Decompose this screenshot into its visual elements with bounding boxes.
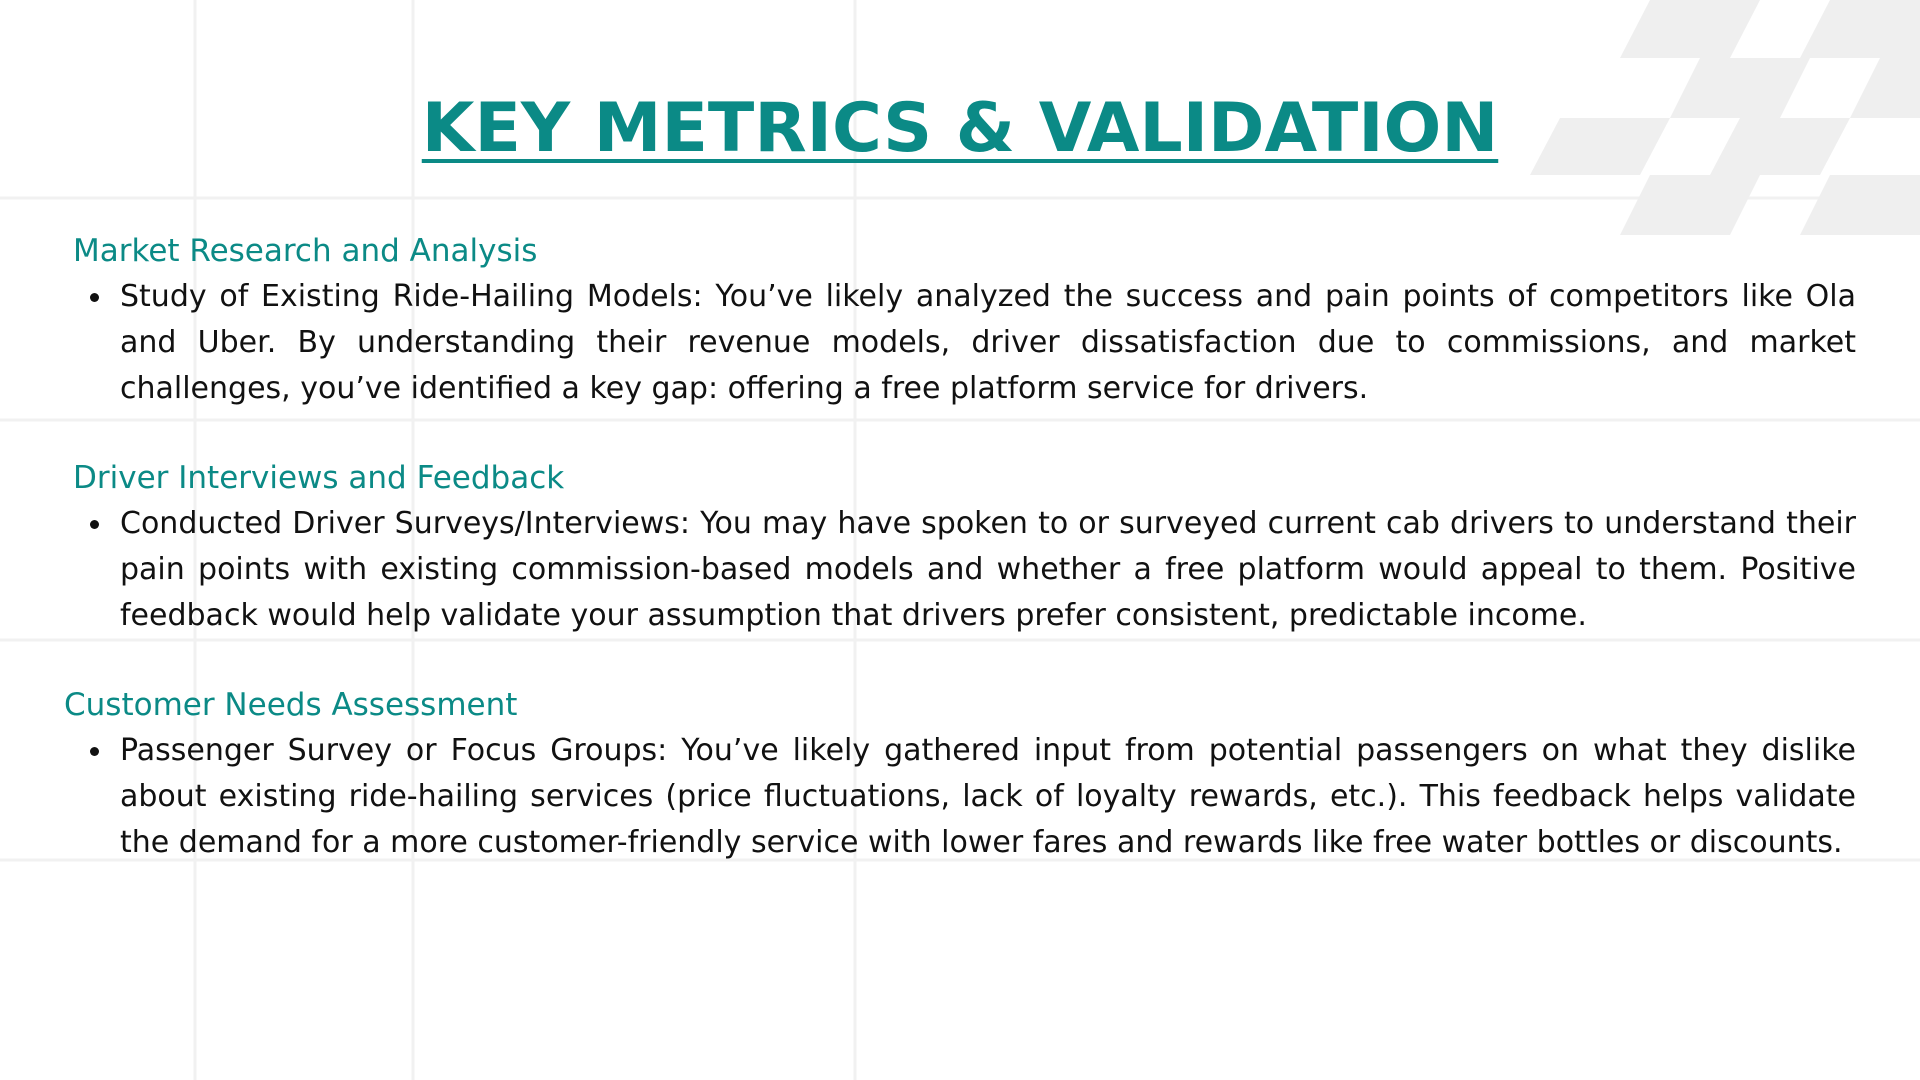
bullet-text: Conducted Driver Surveys/Interviews: You may have spoken to or surveyed current cab drivers to understand their pain points with existing commission-based models and whether a free platform would appeal to them. Positive feedback would help validate your assumption that drivers prefer consistent, predictable income. — [120, 506, 1856, 633]
page-title: KEY METRICS & VALIDATION — [421, 89, 1499, 168]
section-driver-interviews — [0, 455, 1920, 639]
bullet-icon — [90, 520, 99, 529]
section-heading: Market Research and Analysis — [73, 233, 538, 269]
content-area — [0, 228, 1920, 866]
section-market-research — [0, 228, 1920, 412]
list-item — [0, 274, 1920, 412]
section-heading: Driver Interviews and Feedback — [73, 460, 565, 496]
bullet-text: Passenger Survey or Focus Groups: You’ve likely gathered input from potential passengers on what they dislike about existing ride-hailing services (price fluctuations, lack of loyalty rewards, etc.). This feedback helps validate the demand for a more customer-friendly service with lower fares and rewards like free water bottles or discounts. — [120, 733, 1856, 860]
bullet-icon — [90, 747, 99, 756]
bullet-icon — [90, 293, 99, 302]
section-heading: Customer Needs Assessment — [64, 687, 518, 723]
section-customer-needs — [0, 682, 1920, 866]
bullet-text: Study of Existing Ride-Hailing Models: You’ve likely analyzed the success and pain points of competitors like Ola and Uber. By understanding their revenue models, driver dissatisfaction due to commissions, and market challenges, you’ve identified a key gap: offering a free platform service for drivers. — [120, 279, 1856, 406]
list-item — [0, 728, 1920, 866]
list-item — [0, 501, 1920, 639]
